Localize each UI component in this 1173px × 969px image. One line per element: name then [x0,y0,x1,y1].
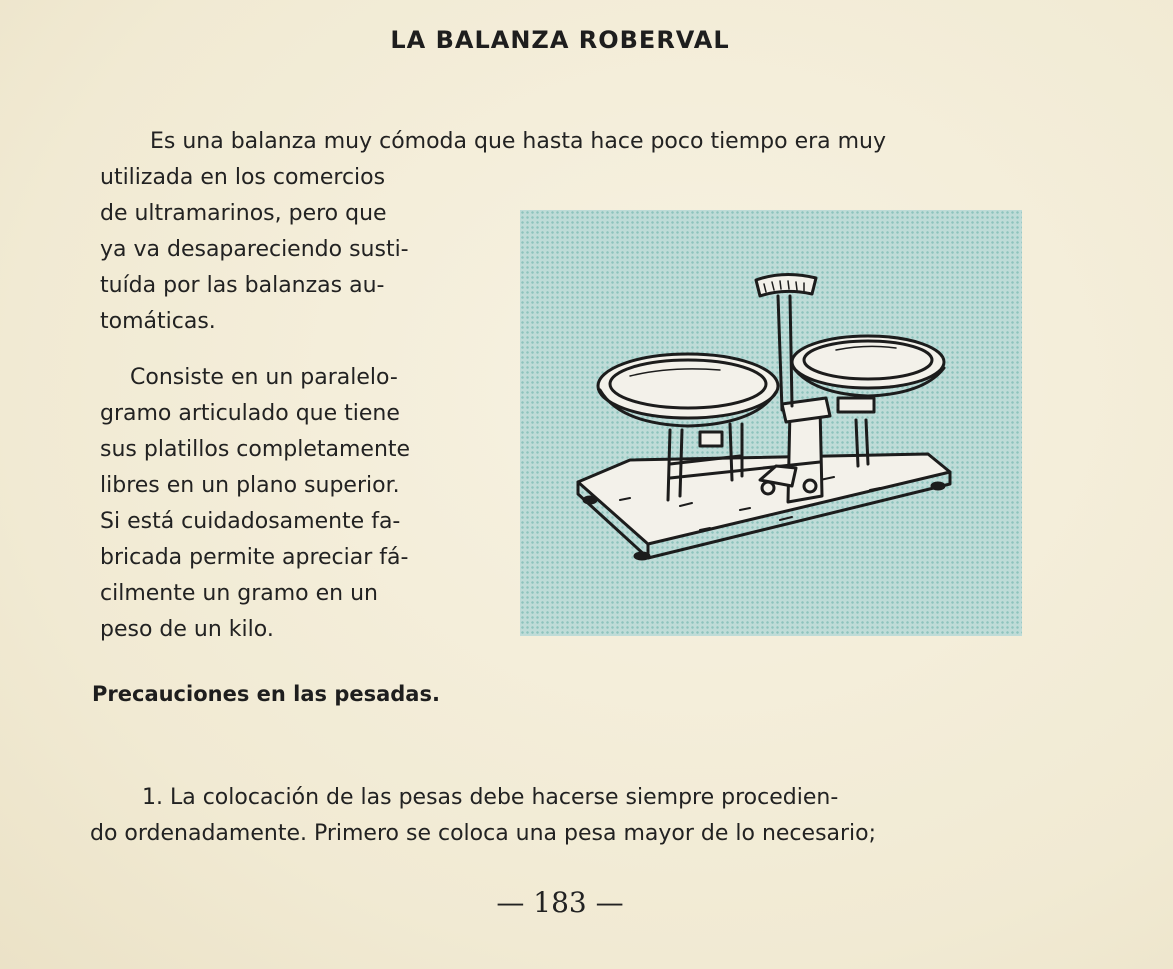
text-line: libres en un plano superior. [100,473,400,498]
text-line: tomáticas. [100,309,216,334]
text-line: 1. La colocación de las pesas debe hacerse siempre procedien- [142,785,839,810]
text-line: sus platillos completamente [100,437,411,462]
roberval-balance-illustration [520,210,1022,636]
text-line: cilmente un gramo en un [100,581,378,606]
text-line: de ultramarinos, pero que [100,201,387,226]
text-line: ya va desapareciendo susti- [100,237,409,262]
page-title: LA BALANZA ROBERVAL [390,26,730,54]
text-line: tuída por las balanzas au- [100,273,385,298]
text-line: Si está cuidadosamente fa- [100,509,401,534]
section-heading: Precauciones en las pesadas. [92,682,440,706]
text-line: bricada permite apreciar fá- [100,545,409,570]
page-number: — 183 — [496,886,624,919]
text-line: do ordenadamente. Primero se coloca una pesa mayor de lo necesario; [90,821,877,846]
intro-first-line: Es una balanza muy cómoda que hasta hace poco tiempo era muy [150,129,887,154]
text-line: utilizada en los comercios [100,165,386,190]
text-column [100,160,460,648]
balance-drawing-icon [520,210,1022,636]
numbered-paragraph [90,780,1110,852]
text-line: Consiste en un paralelo- [130,365,398,390]
text-line: peso de un kilo. [100,617,274,642]
text-line: gramo articulado que tiene [100,401,400,426]
